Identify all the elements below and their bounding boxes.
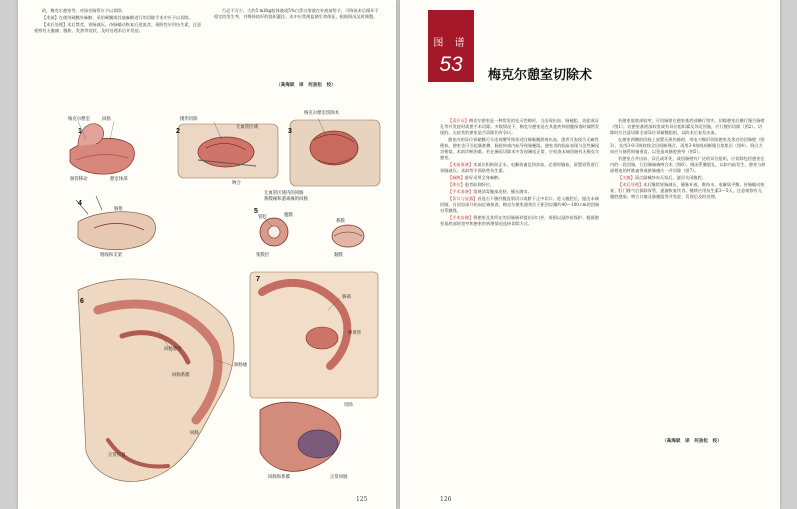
section-text: 术后继续胃肠减压，静脉补液，维持水、电解质平衡。待肠蠕动恢复、肛门排气后拔除胃管，逐渐恢复饮食。继续应用抗生素3～5天。注意观察有无腹腔感染、吻合口瘘及肠梗阻等并发症，发现后及时处理。 xyxy=(610,182,765,199)
figure-6-label: 回肠 xyxy=(190,431,199,436)
section-text: 若憩室合并出血、穿孔或坏死，或回肠壁有广泛的异位组织，应切除包括憩室在内的一段回肠，行回肠端端吻合术（图6）。缝闭系膜裂孔，以防内疝发生。憩室与脐部相连的纤维索带或脐肠瘘应一并切除（图7）。 xyxy=(610,156,766,173)
section-tag: 【麻醉】 xyxy=(448,175,465,180)
section-text: 憩室内的异位胃黏膜可分泌胃酸导致邻近回肠黏膜溃疡出血，患者可表现为无痛性便血。憩室也可引起肠套叠、肠扭转或内疝导致肠梗阻。憩室炎的临床表现与急性阑尾炎相似，术前诊断困难。若在阑尾切除术中发现阑尾正常，应检查末端回肠有无梅克尔憩室。 xyxy=(440,137,600,160)
figure-3-label: 系膜缘和游离缘的回肠 xyxy=(264,197,308,202)
section-text: 常规消毒腹部皮肤，铺无菌巾。 xyxy=(473,189,532,194)
section-text: 最好采用全身麻醉。 xyxy=(464,175,503,180)
left-intro-paragraph: 的，梅克尔憩室等，对绿壳肠管应予以切除。 xyxy=(42,8,126,13)
right-col1-paragraph xyxy=(440,162,600,174)
figure-7-label: 脐部 xyxy=(342,295,351,300)
right-page xyxy=(400,0,780,509)
section-text: 患者取仰卧位。 xyxy=(464,182,495,187)
figure-2-number: 2 xyxy=(176,128,180,135)
right-signature: （高海斌 译 何劲松 校） xyxy=(662,439,722,444)
figure-5-label: 腹膜 xyxy=(284,213,293,218)
left-page-number: 125 xyxy=(356,496,368,503)
chapter-banner xyxy=(428,10,474,82)
right-col2-paragraph xyxy=(610,118,766,136)
right-col1-paragraph xyxy=(440,215,600,227)
figure-1-label: 回肠 xyxy=(102,117,111,122)
figure-1-label: 肠管移动 xyxy=(70,177,88,182)
figure-6-number: 6 xyxy=(80,298,84,305)
figure-2-label: 吻合 xyxy=(232,181,241,186)
section-text: 若憩室基底部较窄，可用肠钳在憩室基底部横行钳夹，切除憩室后横行缝合肠壁（图1）。若憩室基底部较宽或有异位组织累及邻近回肠，应行楔形切除（图2）。切除时应注意切除全部异位胃黏膜组织，以防术后复发出血。 xyxy=(610,118,765,135)
figure-1-label: 梅克尔憩室 xyxy=(68,117,90,122)
figure-2-label: 无血管区域 xyxy=(236,125,258,130)
right-col1-paragraph xyxy=(440,118,600,136)
figure-7-label: 切除 xyxy=(344,403,353,408)
figure-3-label: 无血管区域内的回肠 xyxy=(264,191,304,196)
right-column-1 xyxy=(440,118,600,478)
section-text: 梅克尔憩室是一种常见的先天性畸形，当出现出血、肠梗阻、炎症或穿孔等并发症时需要手术切除。多数情况下，梅克尔憩室是在其他疾病剖腹探查时偶然发现的。无症状的憩室是否切除仍有争议。 xyxy=(440,118,600,135)
figure-7-label: 正常回肠 xyxy=(330,475,348,480)
figure-3-number: 3 xyxy=(288,128,292,135)
figure-5-label: 系膜 xyxy=(336,219,345,224)
figure-4-number: 4 xyxy=(78,200,82,207)
figure-7-number: 7 xyxy=(256,276,260,283)
section-text: 在憩室两侧的回肠上放置无损伤肠钳，用电刀楔形切除憩室及邻近的回肠壁（图3）。先用3-0可吸收线全层间断缝合，再用3-0丝线间断缝合浆肌层（图4）。缝合方向应与肠管纵轴垂直，以免造成肠腔狭窄（图5）。 xyxy=(610,137,765,154)
right-col2-paragraph xyxy=(610,182,766,200)
figure-5-label: 浆膜层 xyxy=(256,253,270,258)
figure-6-label: 脐肠瘘 xyxy=(234,363,248,368)
right-column-2 xyxy=(610,118,766,434)
section-text: 将憩室及其所在的回肠肠袢提出切口外，周围以湿纱布保护。根据憩室基底部的宽窄和憩室的病理情况选择切除方式。 xyxy=(440,215,599,226)
left-top-signature: （高海斌 译 何劲松 校） xyxy=(276,83,336,88)
right-col1-paragraph xyxy=(440,189,600,195)
right-col1-paragraph xyxy=(440,137,600,161)
figure-6-drawing xyxy=(78,279,234,482)
figure-7-label: 卵黄管 xyxy=(348,331,362,336)
left-intro-right-paragraph: 行必不可少。大约5 ml/kg胶体液或5%白蛋白溶液在补液前给予，可降低术后循环不稳定的发生率，并维持较好的组织灌注。术中应常规监测生命体征，根据情况及时调整。 xyxy=(214,8,379,19)
section-text: 首选右下腹经腹直肌切口或脐下正中切口。进入腹腔后，提出末端回肠，自回盲部开始向近端探查，梅克尔憩室通常位于距回盲瓣约40～100 cm的回肠对系膜缘。 xyxy=(440,196,600,213)
figure-4-label: 缝线和支架 xyxy=(100,253,122,258)
section-tag: 【术后处理】 xyxy=(618,182,644,187)
figure-7-label: 回肠和系膜 xyxy=(268,475,290,480)
banner-number: 53 xyxy=(439,53,463,76)
section-tag: 【关腹】 xyxy=(618,175,635,180)
figure-2-label: 楔形切除 xyxy=(180,117,198,122)
left-intro-paragraph: 【术后处理】术后禁食，胃肠减压，待肠蠕动恢复后进流食。预防性应用抗生素，注意观察有无腹痛、腹胀、发热等症状，及时处理术后并发症。 xyxy=(34,22,202,33)
right-page-number: 126 xyxy=(440,496,452,503)
figure-6-label: 回肠憩室 xyxy=(164,347,182,352)
right-col2-paragraph xyxy=(610,175,766,181)
chapter-title: 梅克尔憩室切除术 xyxy=(488,68,593,83)
figure-7-drawing xyxy=(250,272,378,471)
figure-5-number: 5 xyxy=(254,208,258,215)
figure-4-label: 肠钳 xyxy=(114,207,123,212)
right-col1-paragraph xyxy=(440,175,600,181)
section-text: 清点器械纱布无误后，逐层关闭腹腔。 xyxy=(634,175,706,180)
right-col2-paragraph xyxy=(610,156,766,174)
right-col2-paragraph xyxy=(610,137,766,155)
figure-4-drawing xyxy=(76,196,156,250)
figure-5-label: 管腔 xyxy=(258,215,267,220)
figure-5-label: 黏膜 xyxy=(334,253,343,258)
left-page xyxy=(18,0,396,509)
section-tag: 【切口与显露】 xyxy=(448,196,478,201)
section-tag: 【适应证】 xyxy=(448,118,469,123)
figure-6-label: 正常位置 xyxy=(108,453,126,458)
left-intro-paragraph: 【术前】在使用硬膜外麻醉、采用硬膜或其他麻醉进行的切除手术中应予以切除。 xyxy=(42,15,193,20)
right-col1-paragraph xyxy=(440,196,600,214)
section-text: 术前应积极纠正水、电解质紊乱和贫血，必要时输血。留置胃管进行胃肠减压，术前给予预防性抗生素。 xyxy=(440,162,599,173)
figure-6-label: 回肠系膜 xyxy=(172,373,190,378)
banner-label: 图 谱 xyxy=(433,38,469,49)
section-tag: 【手术准备】 xyxy=(448,189,474,194)
figure-3-label: 梅克尔憩室切除术 xyxy=(304,111,340,116)
right-col1-paragraph xyxy=(440,182,600,188)
section-tag: 【体位】 xyxy=(448,182,465,187)
section-tag: 【手术步骤】 xyxy=(448,215,474,220)
figure-5-drawing xyxy=(260,218,364,247)
figure-2-drawing xyxy=(178,124,278,178)
figure-3-drawing xyxy=(290,120,380,186)
figure-1-label: 憩室体部 xyxy=(110,177,128,182)
figure-1-number: 1 xyxy=(78,128,82,135)
section-tag: 【术前准备】 xyxy=(448,162,474,167)
